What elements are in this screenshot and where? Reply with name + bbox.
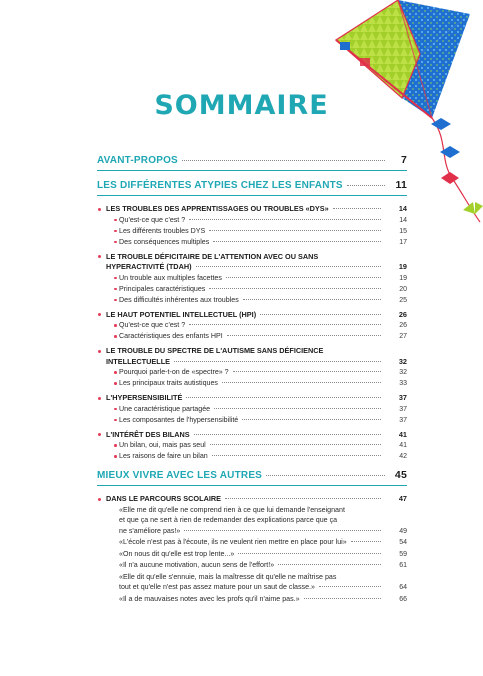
leader-dots	[212, 455, 381, 456]
quote-entry	[97, 537, 407, 549]
leader-dots	[222, 382, 381, 383]
subentry-page: 26	[399, 322, 407, 329]
quote-entry	[97, 594, 407, 606]
leader-dots	[194, 434, 381, 435]
section-heading	[97, 154, 407, 166]
leader-dots	[210, 444, 381, 445]
subentry-title: Qu'est-ce que c'est ?	[119, 321, 186, 329]
subentry-page: 27	[399, 333, 407, 340]
subentry-page: 20	[399, 285, 407, 293]
chapter-entry	[97, 204, 407, 215]
section-rule	[97, 485, 407, 486]
section-rule	[97, 170, 407, 171]
chapter-title-line: INTELLECTUELLE	[106, 356, 171, 366]
leader-dots	[243, 299, 381, 300]
subentry	[97, 331, 407, 342]
chapter-title: LE HAUT POTENTIEL INTELLECTUEL (HPI)	[106, 309, 257, 319]
subentry-page: 19	[399, 274, 407, 282]
leader-dots	[226, 277, 381, 278]
subentry-page: 32	[399, 369, 407, 376]
quote-line: «Elle me dit qu'elle ne comprend rien à ce que lui demande l'enseignant	[119, 505, 345, 514]
subentry	[97, 320, 407, 331]
leader-dots	[260, 314, 381, 315]
leader-dots	[266, 475, 385, 476]
leader-dots	[209, 230, 381, 231]
subentry	[97, 404, 407, 415]
leader-dots	[242, 419, 381, 420]
table-of-contents	[97, 154, 407, 605]
subentry-title: Les raisons de faire un bilan	[119, 452, 208, 460]
subentry	[97, 451, 407, 462]
subentry-title: Un trouble aux multiples facettes	[119, 273, 222, 282]
chapter-entry	[97, 430, 407, 441]
chapter-page: 37	[398, 393, 407, 402]
subentry-title: Un bilan, oui, mais pas seul	[119, 441, 206, 449]
subentry-title: Qu'est-ce que c'est ?	[119, 215, 186, 224]
leader-dots	[174, 361, 381, 362]
leader-dots	[213, 241, 381, 242]
section-title: AVANT-PROPOS	[97, 155, 178, 166]
leader-dots	[238, 553, 381, 554]
subentry	[97, 415, 407, 426]
subentry-page: 37	[399, 416, 407, 424]
leader-dots	[333, 208, 381, 209]
section-page: 11	[395, 179, 407, 191]
leader-dots	[278, 564, 381, 565]
section-title: LES DIFFÉRENTES ATYPIES CHEZ LES ENFANTS	[97, 180, 343, 191]
subentry	[97, 440, 407, 451]
subentry	[97, 367, 407, 378]
quote-line: «Il n'a aucune motivation, aucun sens de l'effort!»	[119, 561, 275, 569]
leader-dots	[347, 185, 385, 186]
chapter-title: L'HYPERSENSIBILITÉ	[106, 393, 183, 402]
subentry-page: 37	[399, 405, 407, 413]
subentry	[97, 378, 407, 389]
chapter-title: DANS LE PARCOURS SCOLAIRE	[106, 494, 222, 503]
chapter-page: 19	[398, 262, 407, 271]
leader-dots	[351, 541, 381, 542]
subentry	[97, 284, 407, 295]
section-heading	[97, 179, 407, 191]
quote-line: «L'école n'est pas à l'écoute, ils ne veulent rien mettre en place pour lui»	[119, 538, 347, 546]
quote-entry	[97, 549, 407, 561]
leader-dots	[319, 586, 381, 587]
chapter-entry	[97, 346, 407, 367]
quote-page: 54	[399, 539, 407, 546]
quote-line: tout et qu'elle n'est pas assez mature pour un saut de classe.»	[119, 583, 315, 591]
quote-entry	[97, 505, 407, 538]
chapter-title: L'INTÉRÊT DES BILANS	[106, 429, 190, 439]
section-rule	[97, 195, 407, 196]
subentry-title: Des conséquences multiples	[119, 237, 210, 246]
page-title: SOMMAIRE	[154, 90, 329, 121]
subentry-title: Les principaux traits autistiques	[119, 379, 218, 387]
leader-dots	[182, 160, 385, 161]
subentry-page: 41	[399, 442, 407, 449]
leader-dots	[196, 266, 381, 267]
quote-entry	[97, 560, 407, 572]
chapter-title-line: LE TROUBLE DÉFICITAIRE DE L'ATTENTION AVEC OU SANS	[106, 251, 319, 261]
subentry-page: 17	[399, 238, 407, 246]
subentry	[97, 215, 407, 226]
subentry-page: 15	[399, 227, 407, 235]
subentry-title: Une caractéristique partagée	[119, 404, 211, 413]
chapter-title-line: LE TROUBLE DU SPECTRE DE L'AUTISME SANS DÉFICIENCE	[106, 346, 324, 355]
section-page: 7	[400, 154, 407, 166]
leader-dots	[214, 408, 381, 409]
quote-page: 61	[399, 562, 407, 569]
chapter-page: 32	[398, 356, 407, 366]
subentry-title: Pourquoi parle-t-on de «spectre» ?	[119, 368, 229, 376]
quote-page: 64	[399, 584, 407, 591]
quote-page: 49	[399, 527, 407, 535]
quote-line: et que ça ne sert à rien de redemander des explications parce que ça	[119, 516, 338, 524]
subentry	[97, 226, 407, 237]
section-page: 45	[394, 469, 407, 481]
leader-dots	[184, 530, 381, 531]
chapter-page: 41	[398, 429, 407, 439]
subentry-title: Caractéristiques des enfants HPI	[119, 332, 223, 340]
chapter-title-line: HYPERACTIVITÉ (TDAH)	[106, 262, 192, 271]
leader-dots	[209, 288, 381, 289]
subentry-page: 42	[399, 453, 407, 460]
leader-dots	[225, 498, 381, 499]
subentry-title: Principales caractéristiques	[119, 284, 206, 293]
leader-dots	[227, 335, 381, 336]
chapter-title: LES TROUBLES DES APPRENTISSAGES OU TROUBLES «DYS»	[106, 204, 329, 213]
subentry-page: 33	[399, 380, 407, 387]
kite-tail	[431, 118, 483, 222]
quote-entry	[97, 572, 407, 594]
leader-dots	[233, 371, 381, 372]
subentry-title: Les composantes de l'hypersensibilité	[119, 415, 239, 424]
chapter-page: 47	[398, 494, 407, 503]
quote-line: «On nous dit qu'elle est trop lente...»	[119, 549, 235, 558]
chapter-entry	[97, 310, 407, 321]
chapter-entry	[97, 252, 407, 273]
quote-page: 66	[399, 595, 407, 603]
leader-dots	[189, 219, 381, 220]
quote-line: «Elle dit qu'elle s'ennuie, mais la maîtresse dit qu'elle ne maîtrise pas	[119, 572, 337, 581]
subentry	[97, 295, 407, 306]
subentry-page: 14	[399, 216, 407, 224]
quote-page: 59	[399, 550, 407, 558]
leader-dots	[186, 397, 381, 398]
subentry-title: Des difficultés inhérentes aux troubles	[119, 295, 239, 304]
chapter-entry	[97, 393, 407, 404]
chapter-entry	[97, 494, 407, 505]
quote-line: ne s'améliore pas!»	[119, 526, 181, 535]
subentry	[97, 237, 407, 248]
leader-dots	[189, 324, 381, 325]
section-title: MIEUX VIVRE AVEC LES AUTRES	[97, 470, 263, 481]
subentry	[97, 273, 407, 284]
chapter-page: 26	[398, 309, 407, 319]
chapter-page: 14	[398, 204, 407, 213]
subentry-page: 25	[399, 296, 407, 304]
section-heading	[97, 469, 407, 481]
leader-dots	[304, 598, 381, 599]
subentry-title: Les différents troubles DYS	[119, 226, 206, 235]
quote-line: «Il a de mauvaises notes avec les profs qu'il n'aime pas.»	[119, 594, 300, 603]
